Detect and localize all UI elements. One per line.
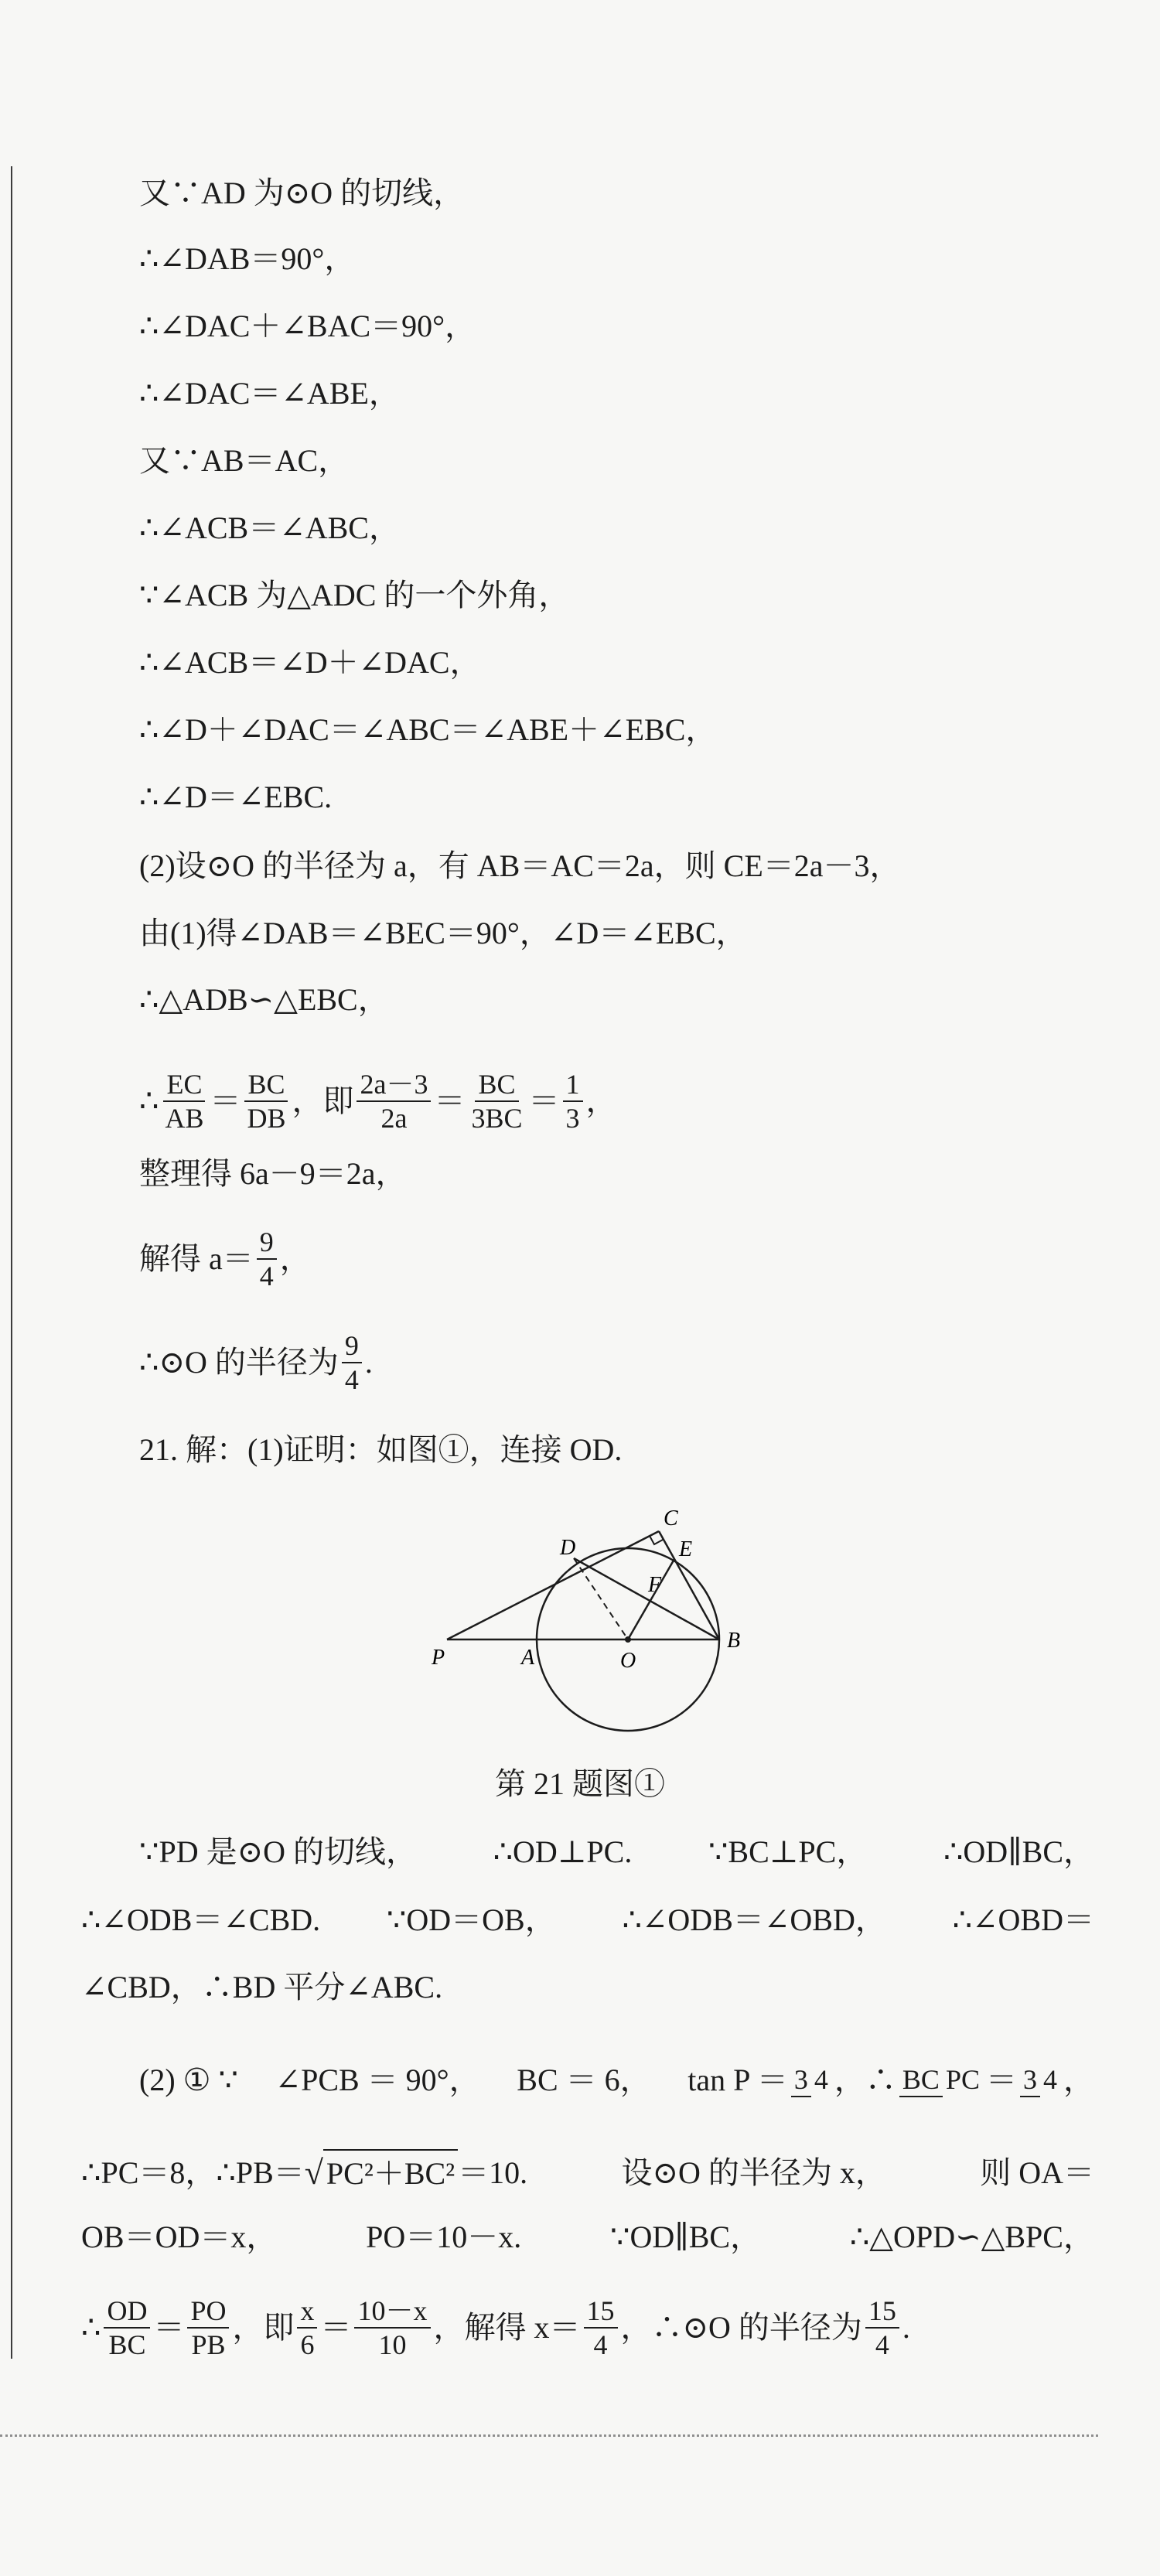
geometry-figure bbox=[418, 1493, 766, 1748]
label-e: E bbox=[679, 1537, 693, 1561]
fraction-three-fourths-2: 3 4 bbox=[1020, 2063, 1060, 2097]
proof-line-4: ∴∠DAC＝∠ABE， bbox=[139, 376, 400, 411]
q21-p1-line-1: ∵PD 是⊙O 的切线， ∴OD⊥PC. ∵BC⊥PC， ∴OD∥BC， bbox=[139, 1834, 1094, 1869]
proof-line-7: ∵∠ACB 为△ADC 的一个外角， bbox=[139, 578, 570, 612]
label-a: A bbox=[521, 1646, 535, 1670]
proof-line-10: ∴∠D＝∠EBC. bbox=[139, 780, 333, 814]
label-b: B bbox=[727, 1629, 741, 1653]
part2-line-1: (2)设⊙O 的半径为 a，有 AB＝AC＝2a，则 CE＝2a－3， bbox=[139, 848, 901, 883]
fraction-ec-ab: $\frac{EC}{AB}$ bbox=[165, 1069, 204, 1134]
q21-p2-line-2: ∴PC＝8，∴PB＝ √ PC²＋BC² ＝10. 设⊙O 的半径为 x， 则 OA＝ bbox=[81, 2146, 1094, 2200]
proof-line-1: 又∵AD 为⊙O 的切线， bbox=[139, 176, 465, 210]
q21-p2-line-1: (2) ① ∵ ∠PCB ＝ 90°， BC ＝ 6， tan P ＝ 3 4 ，∴ BC PC ＝ 3 4 ， bbox=[139, 2063, 1094, 2097]
proof-line-3: ∴∠DAC＋∠BAC＝90°， bbox=[139, 309, 476, 343]
ratio-prefix: ∴ bbox=[139, 1083, 159, 1118]
proof-line-9: ∴∠D＋∠DAC＝∠ABC＝∠ABE＋∠EBC， bbox=[139, 712, 717, 747]
part2-result-line: ∴⊙O 的半径为 $\frac{9}{4}$ . bbox=[139, 1330, 373, 1395]
square-root: √ PC²＋BC² bbox=[305, 2149, 458, 2197]
center-point bbox=[625, 1636, 631, 1643]
line-oe bbox=[628, 1559, 674, 1639]
proof-line-6: ∴∠ACB＝∠ABC， bbox=[139, 510, 400, 545]
fraction-od-bc: $\frac{OD}{BC}$ bbox=[104, 2295, 150, 2361]
part2-line-2: 由(1)得∠DAB＝∠BEC＝90°，∠D＝∠EBC， bbox=[139, 916, 747, 950]
figure-caption: 第 21 题图① bbox=[495, 1766, 665, 1801]
part2-line-3: ∴△ADB∽△EBC， bbox=[139, 982, 389, 1017]
label-o: O bbox=[620, 1649, 636, 1673]
fraction-10-minus-x-over-10: $\frac{10-x}{10}$ bbox=[354, 2295, 430, 2361]
fraction-bc-pc: BC PC bbox=[899, 2063, 983, 2097]
line-od bbox=[574, 1558, 628, 1639]
q21-heading: 21. 解：(1)证明：如图①，连接 OD. bbox=[139, 1432, 623, 1467]
q21-p1-line-2: ∴∠ODB＝∠CBD. ∵OD＝OB， ∴∠ODB＝∠OBD， ∴∠OBD＝ bbox=[81, 1902, 1094, 1937]
right-angle-mark bbox=[650, 1536, 663, 1544]
q21-p1-line-3: ∠CBD，∴BD 平分∠ABC. bbox=[81, 1970, 443, 2005]
part2-ratio-line: ∴ $\frac{EC}{AB}$ ＝ $\frac{BC}{DB}$ ，即 $\frac{2a-3}{2a}$ ＝ $\frac{BC}{3BC}$ ＝ $\frac{1}{3}$ ， bbox=[139, 1069, 617, 1134]
label-p: P bbox=[432, 1646, 445, 1670]
fraction-nine-fourths: $\frac{9}{4}$ bbox=[257, 1226, 277, 1292]
label-c: C bbox=[664, 1506, 678, 1530]
dotted-divider bbox=[0, 2434, 1098, 2437]
proof-line-2: ∴∠DAB＝90°， bbox=[139, 241, 356, 276]
fraction-bc-3bc: $\frac{BC}{3BC}$ bbox=[471, 1069, 523, 1134]
fraction-one-third: $\frac{1}{3}$ bbox=[563, 1068, 583, 1134]
proof-line-8: ∴∠ACB＝∠D＋∠DAC， bbox=[139, 645, 481, 680]
proof-line-5: 又∵AB＝AC， bbox=[139, 443, 350, 478]
fraction-po-pb: $\frac{PO}{PB}$ bbox=[187, 2295, 229, 2361]
fraction-x-6: $\frac{x}{6}$ bbox=[297, 2295, 317, 2361]
label-d: D bbox=[560, 1536, 576, 1560]
label-f: F bbox=[648, 1573, 662, 1597]
fraction-2a-minus-3-over-2a: $\frac{2a-3}{2a}$ bbox=[357, 1068, 431, 1134]
q21-p2-line-4: ∴ $\frac{OD}{BC}$ ＝ $\frac{PO}{PB}$ ，即 $\frac{x}{6}$ ＝ $\frac{10-x}{10}$ ，解得 x＝ $\frac{15}{4}$ ，∴⊙O 的半径为 $\frac{15}{4}$ . bbox=[81, 2295, 910, 2360]
part2-solve-line: 解得 a＝ $\frac{9}{4}$ ， bbox=[139, 1227, 311, 1291]
q21-p2-line-3: OB＝OD＝x， PO＝10－x. ∵OD∥BC， ∴△OPD∽△BPC， bbox=[81, 2219, 1094, 2254]
page-margin-line bbox=[11, 166, 12, 2359]
fraction-three-fourths: 3 4 bbox=[791, 2063, 831, 2097]
fraction-radius: $\frac{9}{4}$ bbox=[342, 1329, 362, 1396]
part2-simplify-line: 整理得 6a－9＝2a， bbox=[139, 1156, 407, 1191]
fraction-fifteen-fourths-2: $\frac{15}{4}$ bbox=[865, 2295, 899, 2361]
fraction-bc-db: $\frac{BC}{DB}$ bbox=[244, 1068, 288, 1134]
line-pc bbox=[447, 1531, 659, 1639]
fraction-fifteen-fourths: $\frac{15}{4}$ bbox=[584, 2295, 618, 2361]
